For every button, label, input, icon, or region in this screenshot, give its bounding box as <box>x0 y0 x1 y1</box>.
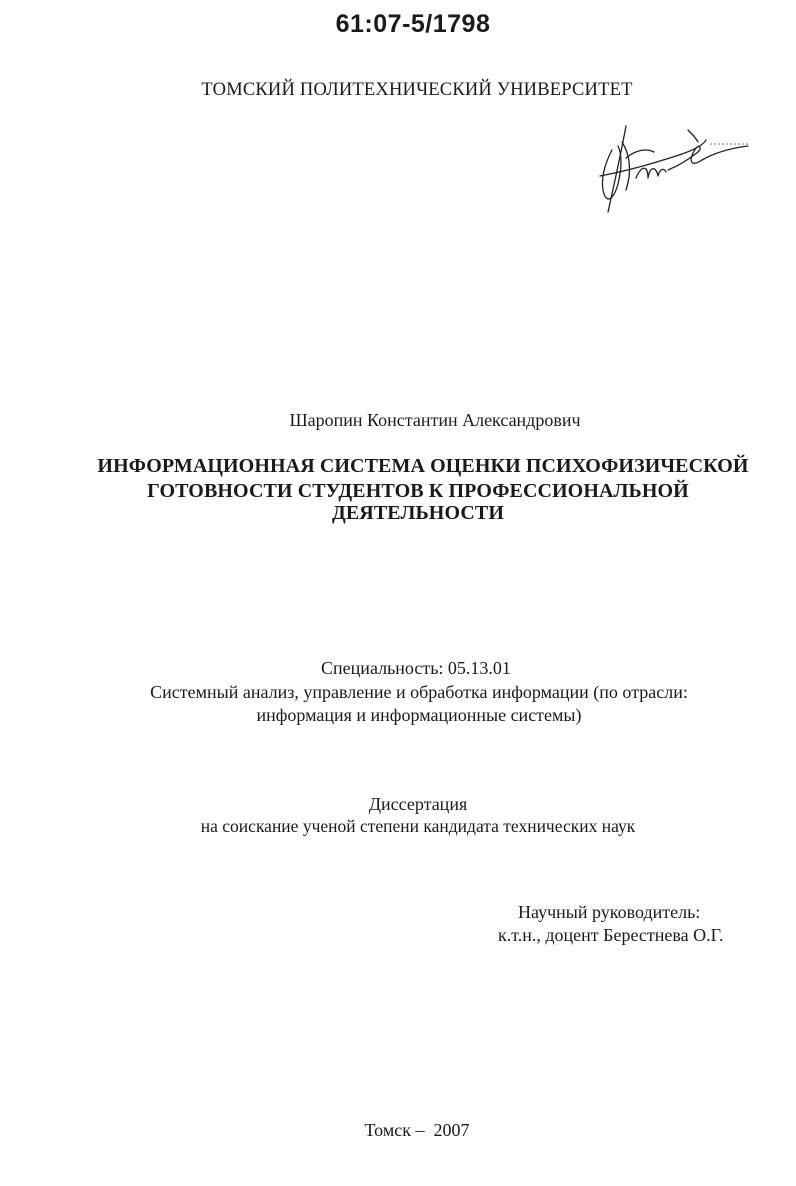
dissertation-description: на соискание ученой степени кандидата технических наук <box>200 816 636 836</box>
university-name: ТОМСКИЙ ПОЛИТЕХНИЧЕСКИЙ УНИВЕРСИТЕТ <box>201 80 633 100</box>
dissertation-title-line-2: ГОТОВНОСТИ СТУДЕНТОВ К ПРОФЕССИОНАЛЬНОЙ <box>147 480 689 502</box>
author-name: Шаропин Константин Александрович <box>289 410 581 430</box>
city-year-text: Томск – 2007 <box>364 1120 470 1140</box>
dissertation-label: Диссертация <box>368 794 468 814</box>
handwritten-signature-icon <box>592 120 752 216</box>
specialty-description-line-2: информация и информационные системы) <box>256 705 582 725</box>
dissertation-title-line-1: ИНФОРМАЦИОННАЯ СИСТЕМА ОЦЕНКИ ПСИХОФИЗИЧЕСКОЙ <box>97 455 749 477</box>
advisor-label: Научный руководитель: <box>518 902 701 922</box>
catalog-number: 61:07-5/1798 <box>335 10 491 38</box>
specialty-description-line-1: Системный анализ, управление и обработка информации (по отрасли: <box>150 682 688 702</box>
specialty-label: Специальность: 05.13.01 <box>321 658 511 678</box>
advisor-name: к.т.н., доцент Берестнева О.Г. <box>498 925 724 945</box>
city-year <box>0 1120 796 1141</box>
dissertation-title-line-3: ДЕЯТЕЛЬНОСТИ <box>332 502 504 524</box>
